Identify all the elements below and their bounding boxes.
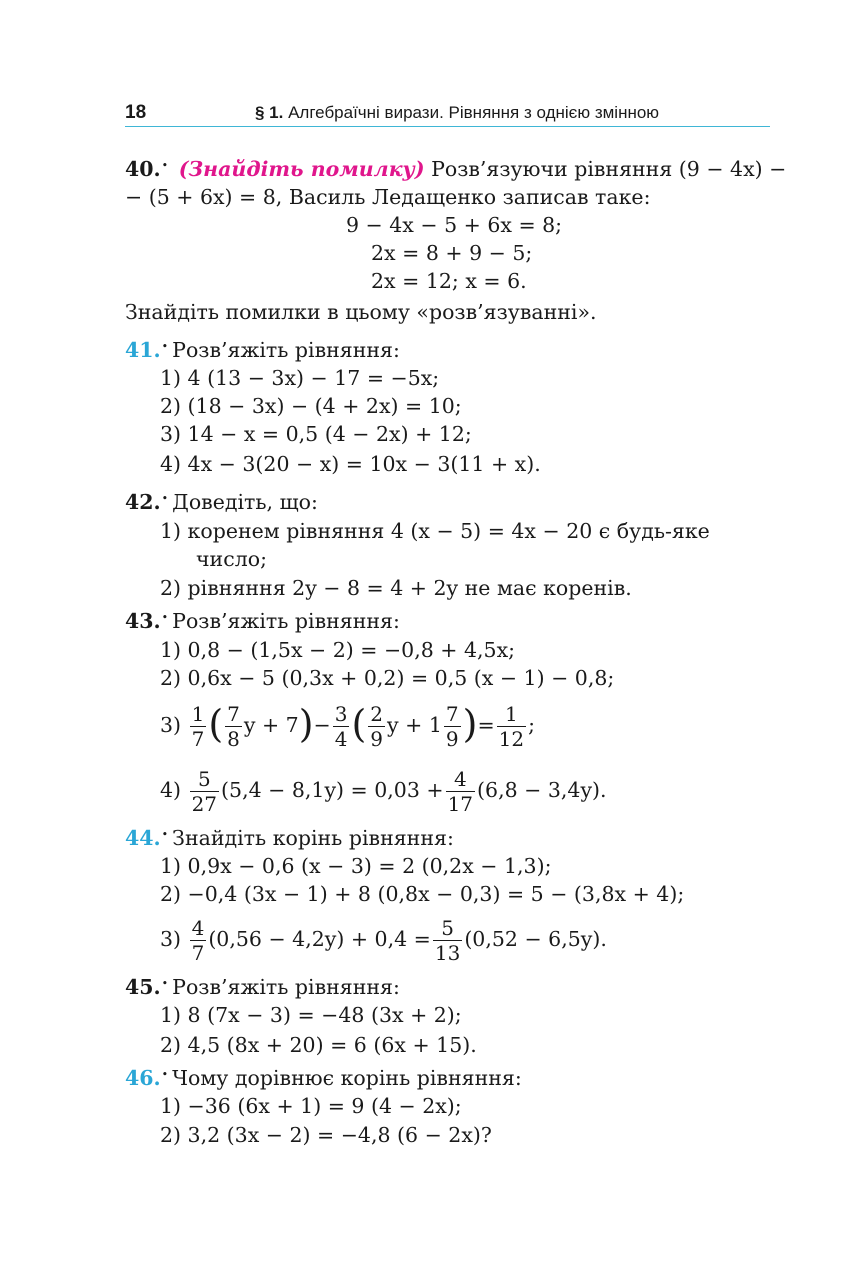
term: y + 7 <box>243 713 299 737</box>
denominator: 9 <box>370 727 384 751</box>
denominator: 27 <box>191 792 218 816</box>
difficulty-dot: • <box>161 1068 169 1081</box>
fraction <box>333 702 350 751</box>
numerator: 7 <box>227 702 240 726</box>
numerator: 4 <box>453 767 467 791</box>
problem-text: Доведіть, що: <box>172 490 318 514</box>
paren-right: ) <box>298 701 314 746</box>
problem-42-head <box>125 488 318 516</box>
fraction <box>444 702 461 751</box>
problem-text: Розв’яжіть рівняння: <box>172 609 400 633</box>
section-title: Алгебраїчні вирази. Рівняння з однією змінною <box>288 103 660 122</box>
equation-line: 9 − 4x − 5 + 6x = 8; <box>346 213 563 237</box>
equation-line: 2x = 12; x = 6. <box>371 269 527 293</box>
numerator: 4 <box>191 916 205 940</box>
denominator: 8 <box>227 727 240 751</box>
item-label: 3) <box>160 713 182 737</box>
terminator: ; <box>528 713 535 737</box>
numerator: 1 <box>191 702 205 726</box>
list-item: 2) (18 − 3x) − (4 + 2x) = 10; <box>160 394 462 418</box>
problem-number: 46. <box>125 1066 161 1090</box>
numerator: 1 <box>504 702 518 726</box>
difficulty-dot: • <box>161 977 169 990</box>
list-item: 2) 4,5 (8x + 20) = 6 (6x + 15). <box>160 1033 477 1057</box>
page-header <box>125 100 770 127</box>
list-item: 1) 0,9x − 0,6 (x − 3) = 2 (0,2x − 1,3); <box>160 854 552 878</box>
list-item: 1) коренем рівняння 4 (x − 5) = 4x − 20 є будь-яке <box>160 519 710 543</box>
fraction <box>433 916 462 965</box>
difficulty-dot: • <box>161 159 169 172</box>
problem-45-head <box>125 973 400 1001</box>
list-item: 2) −0,4 (3x − 1) + 8 (0,8x − 0,3) = 5 − (3,8x + 4); <box>160 882 685 906</box>
denominator: 7 <box>191 727 205 751</box>
problem-number: 45. <box>125 975 161 999</box>
list-item: 1) −36 (6x + 1) = 9 (4 − 2x); <box>160 1094 462 1118</box>
term: (6,8 − 3,4y). <box>477 778 607 802</box>
paren-left: ( <box>351 701 367 746</box>
fraction <box>497 702 526 751</box>
fraction <box>368 702 385 751</box>
fraction <box>446 767 475 816</box>
difficulty-dot: • <box>161 340 169 353</box>
list-item: 3) 14 − x = 0,5 (4 − 2x) + 12; <box>160 422 472 446</box>
denominator: 7 <box>191 941 205 965</box>
fraction <box>225 702 242 751</box>
problem-text: Чому дорівнює корінь рівняння: <box>172 1066 522 1090</box>
problem-41-head <box>125 336 400 364</box>
problem-43-head <box>125 607 400 635</box>
list-item: 2) 3,2 (3x − 2) = −4,8 (6 − 2x)? <box>160 1123 492 1147</box>
problem-40-line-2: − (5 + 6x) = 8, Василь Ледащенко записав таке: <box>125 185 651 209</box>
problem-number: 43. <box>125 609 161 633</box>
problem-number: 41. <box>125 338 161 362</box>
problem-number: 42. <box>125 490 161 514</box>
paren-left: ( <box>208 701 224 746</box>
term: y + 1 <box>387 713 442 737</box>
term: (5,4 − 8,1y) = 0,03 + <box>221 778 444 802</box>
paren-right: ) <box>462 701 478 746</box>
section-label: § 1. <box>255 103 284 122</box>
numerator: 5 <box>197 767 211 791</box>
denominator: 17 <box>447 792 474 816</box>
running-title <box>255 103 659 123</box>
problem-text: Знайдіть корінь рівняння: <box>172 826 454 850</box>
problem-text: Знайдіть помилки в цьому «розв’язуванні». <box>125 300 597 324</box>
denominator: 13 <box>434 941 461 965</box>
equation-line: 2x = 8 + 9 − 5; <box>371 241 533 265</box>
fraction <box>190 767 219 816</box>
list-item-continuation: число; <box>196 547 267 571</box>
problem-text: Розв’яжіть рівняння: <box>172 338 400 362</box>
term: (0,56 − 4,2y) + 0,4 = <box>208 927 431 951</box>
item-label: 4) <box>160 778 182 802</box>
denominator: 4 <box>334 727 348 751</box>
term: (0,52 − 6,5y). <box>464 927 607 951</box>
list-item: 2) рівняння 2y − 8 = 4 + 2y не має коренів. <box>160 576 632 600</box>
page-number: 18 <box>125 102 147 123</box>
list-item-fraction-equation <box>160 765 607 816</box>
item-label: 3) <box>160 927 182 951</box>
problem-46-head <box>125 1064 522 1092</box>
list-item-fraction-equation <box>160 914 607 965</box>
difficulty-dot: • <box>161 492 169 505</box>
problem-40-line-1 <box>125 155 786 183</box>
operator: = <box>477 713 495 737</box>
numerator: 2 <box>370 702 384 726</box>
numerator: 3 <box>334 702 348 726</box>
list-item: 2) 0,6x − 5 (0,3x + 0,2) = 0,5 (x − 1) − 0,8; <box>160 666 615 690</box>
numerator: 5 <box>441 916 454 940</box>
list-item: 1) 4 (13 − 3x) − 17 = −5x; <box>160 366 440 390</box>
operator: − <box>313 713 331 737</box>
denominator: 12 <box>498 727 525 751</box>
fraction <box>190 916 207 965</box>
problem-number: 44. <box>125 826 161 850</box>
problem-text: Розв’язуючи рівняння (9 − 4x) − <box>431 157 787 181</box>
problem-number: 40. <box>125 157 161 181</box>
list-item: 1) 0,8 − (1,5x − 2) = −0,8 + 4,5x; <box>160 638 516 662</box>
list-item: 1) 8 (7x − 3) = −48 (3x + 2); <box>160 1003 462 1027</box>
difficulty-dot: • <box>161 611 169 624</box>
numerator: 7 <box>445 702 459 726</box>
task-tag: (Знайдіть помилку) <box>178 157 425 181</box>
problem-text: Розв’яжіть рівняння: <box>172 975 400 999</box>
difficulty-dot: • <box>161 828 169 841</box>
list-item: 4) 4x − 3(20 − x) = 10x − 3(11 + x). <box>160 452 541 476</box>
denominator: 9 <box>445 727 459 751</box>
list-item-fraction-equation <box>160 700 535 751</box>
problem-44-head <box>125 824 454 852</box>
fraction <box>190 702 207 751</box>
